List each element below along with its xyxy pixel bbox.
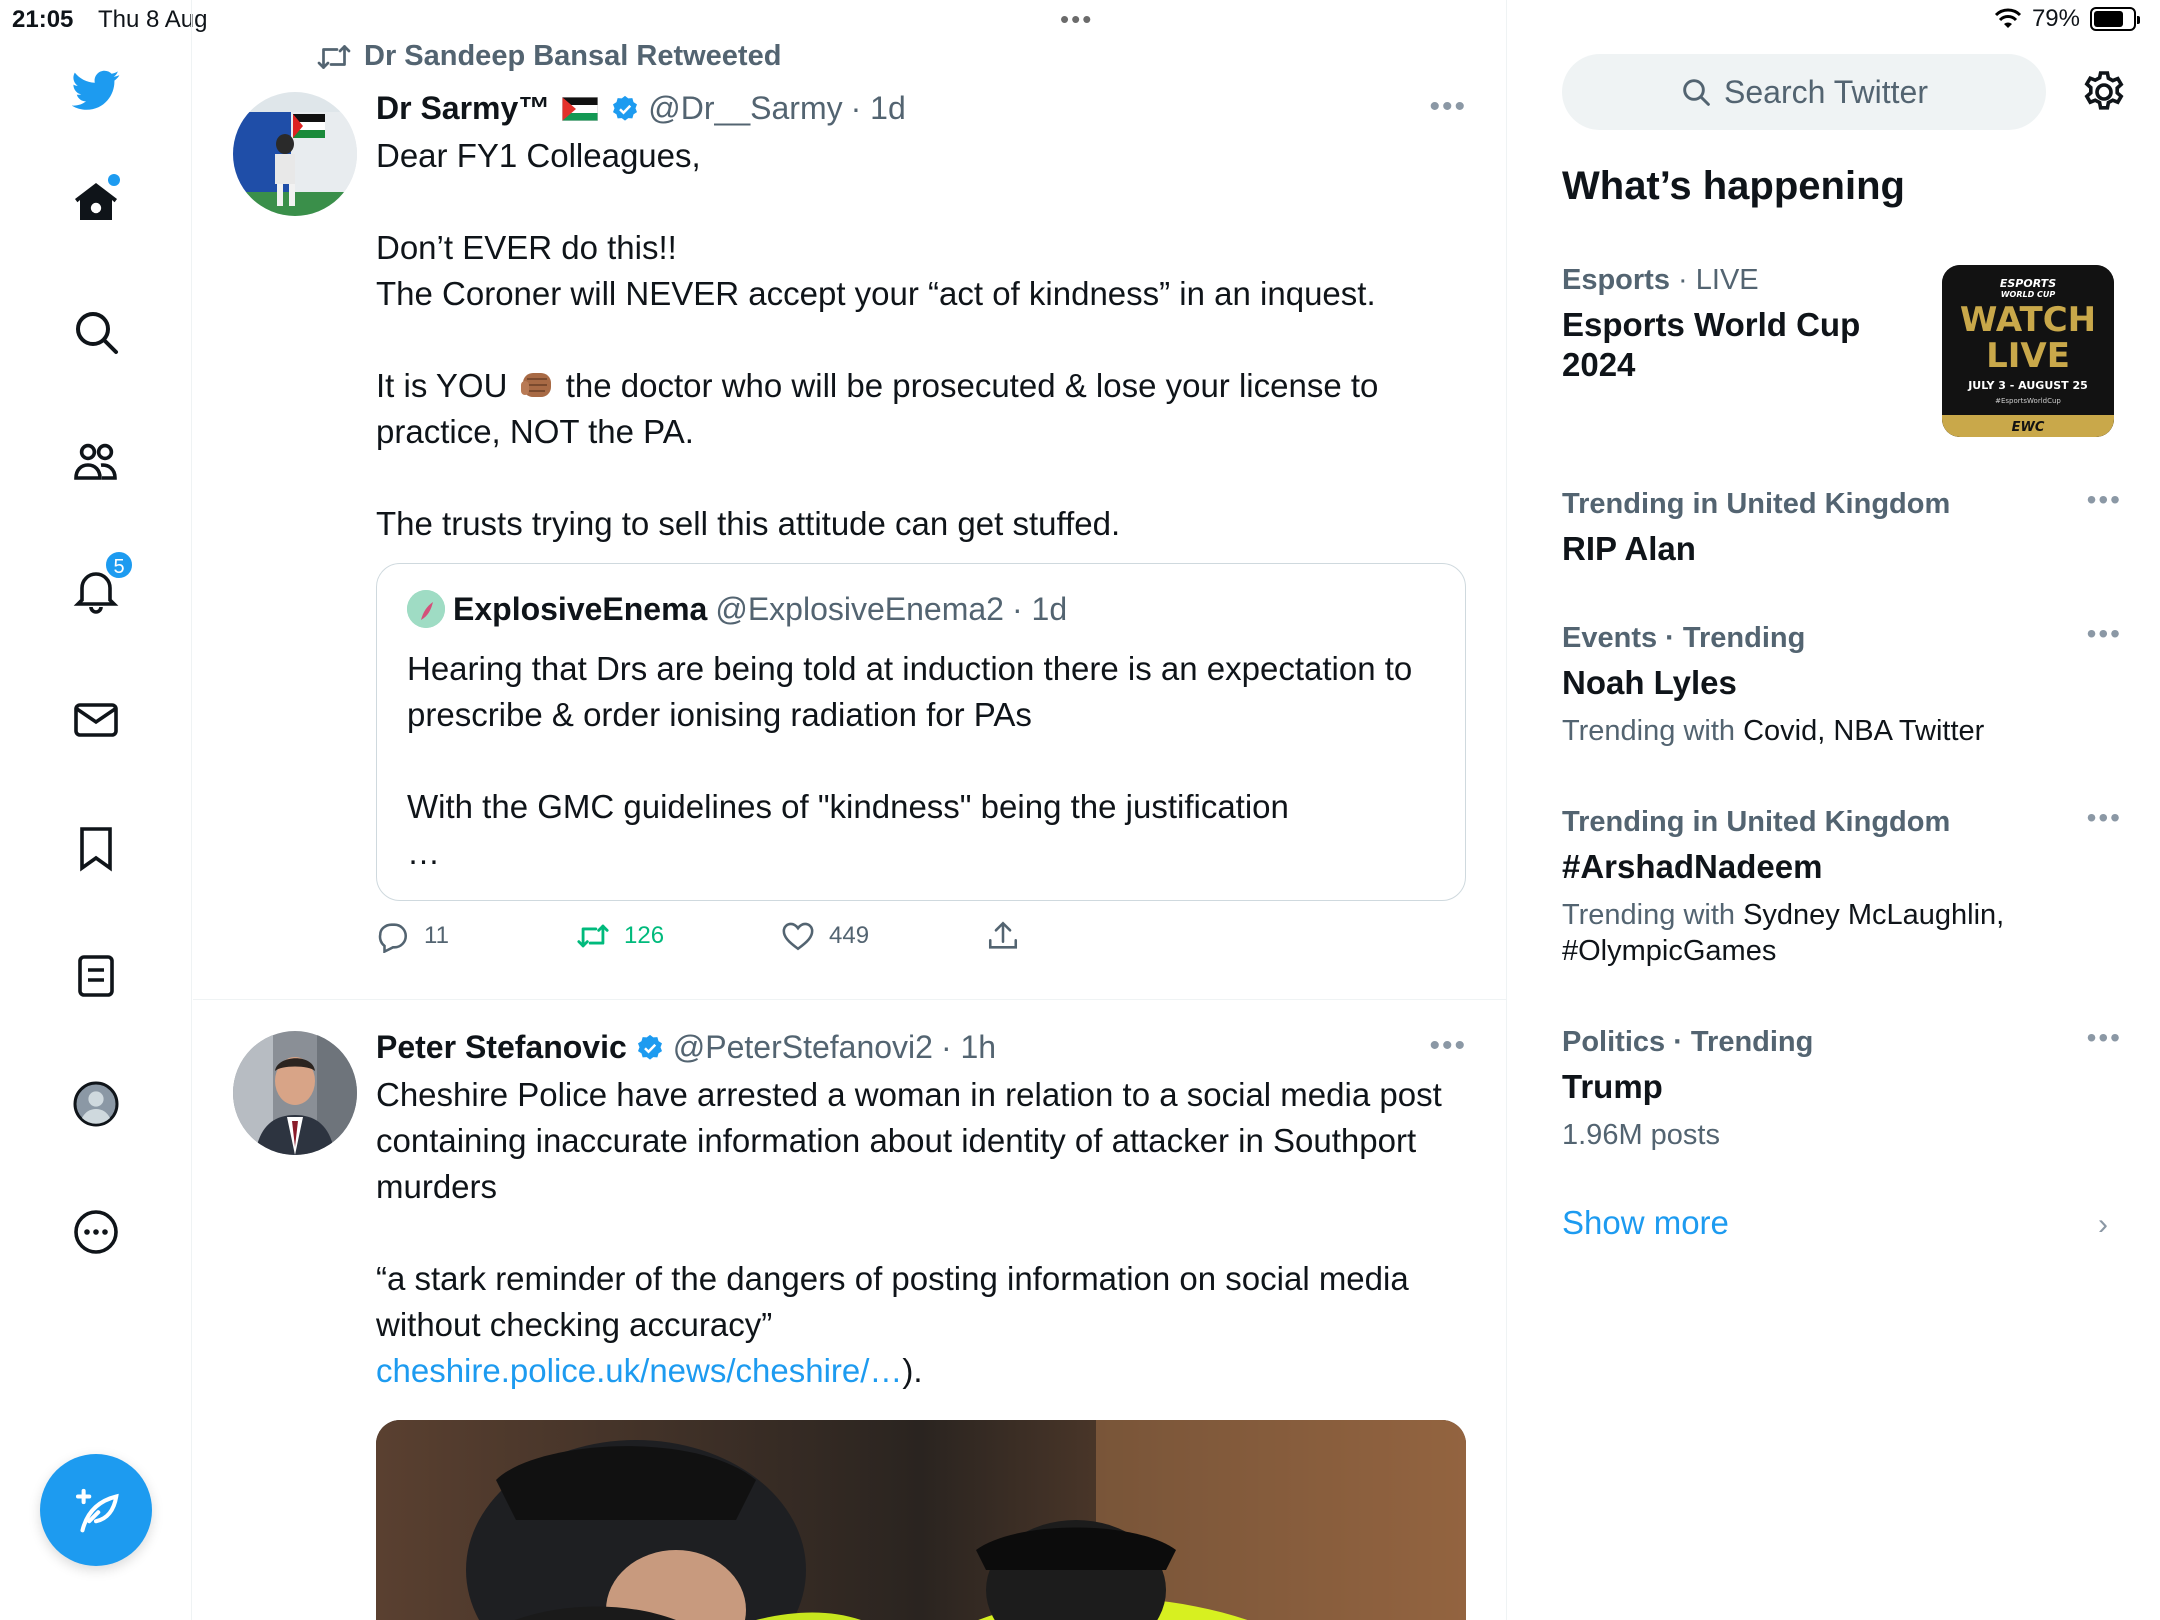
- trend-context: [1562, 713, 2122, 749]
- tweet-more-button[interactable]: •••: [1429, 1029, 1467, 1062]
- trend-context: [1562, 897, 2122, 969]
- communities-icon: [72, 438, 120, 486]
- trend-item[interactable]: [1562, 618, 2122, 749]
- nav-messages[interactable]: [52, 676, 140, 764]
- trend-category: Politics · Trending: [1562, 1026, 1814, 1058]
- link-suffix: ).: [902, 1352, 923, 1389]
- tweet[interactable]: [193, 1001, 1507, 1620]
- quote-paragraph: Hearing that Drs are being told at induction there is an expectation to prescribe & order ionising radiation for PAs: [407, 650, 1422, 733]
- author-handle[interactable]: @Dr__Sarmy: [648, 90, 843, 126]
- tweet-content: [376, 90, 1466, 953]
- reply-count: 11: [424, 922, 449, 949]
- compose-button[interactable]: [40, 1454, 152, 1566]
- trend-more-button[interactable]: •••: [2086, 1022, 2122, 1053]
- nav-communities[interactable]: [52, 418, 140, 506]
- tweet-text: [376, 133, 1466, 547]
- trend-more-button[interactable]: •••: [2086, 484, 2122, 515]
- tweet-link[interactable]: cheshire.police.uk/news/cheshire/…: [376, 1352, 903, 1389]
- trend-item[interactable]: [1562, 802, 2122, 969]
- lists-icon: [72, 952, 120, 1000]
- quote-text: [407, 646, 1435, 876]
- chevron-right-icon: ›: [2098, 1208, 2108, 1241]
- like-count: 449: [829, 922, 870, 949]
- tweet-header: [376, 1029, 1466, 1066]
- image-text: EWC: [2011, 420, 2045, 435]
- gear-icon[interactable]: [2080, 68, 2128, 116]
- trend-title: Noah Lyles: [1562, 664, 1737, 701]
- retweeted-by[interactable]: Dr Sandeep Bansal Retweeted: [364, 40, 782, 72]
- trend-item[interactable]: [1562, 484, 2122, 569]
- trend-category: [1562, 264, 1942, 297]
- image-text: #EsportsWorldCup: [1995, 397, 2061, 405]
- palestine-flag-icon: [562, 97, 598, 121]
- nav-notifications[interactable]: [52, 546, 140, 634]
- like-button[interactable]: [781, 919, 986, 953]
- tweet-media-image[interactable]: [376, 1420, 1466, 1620]
- verified-badge-icon: [610, 94, 640, 124]
- trend-context-prefix: Trending with: [1562, 899, 1736, 931]
- quote-author-handle[interactable]: @ExplosiveEnema2: [715, 590, 1004, 627]
- status-time: 21:05: [12, 6, 74, 33]
- trend-title: Esports World Cup 2024: [1562, 306, 1861, 383]
- quote-header: [407, 590, 1435, 628]
- nav-lists[interactable]: [52, 932, 140, 1020]
- trend-category-label: Esports: [1562, 264, 1670, 296]
- trend-context-prefix: Trending with: [1562, 715, 1736, 747]
- left-nav: [0, 0, 192, 1620]
- nav-bookmarks[interactable]: [52, 804, 140, 892]
- status-date: Thu 8 Aug: [98, 6, 208, 33]
- battery-percent: 79%: [2031, 5, 2080, 32]
- trend-title: RIP Alan: [1562, 530, 1696, 567]
- trend-item[interactable]: [1562, 264, 1942, 385]
- retweet-context: [316, 40, 781, 73]
- tweet-time[interactable]: · 1d: [850, 90, 906, 126]
- trend-item[interactable]: [1562, 1022, 2122, 1153]
- trend-context-value: Covid, NBA Twitter: [1743, 715, 1985, 747]
- tweet-text: [376, 1072, 1466, 1394]
- retweet-icon: [576, 919, 610, 953]
- tweet-paragraph: It is YOU: [376, 367, 508, 404]
- image-text: JULY 3 - AUGUST 25: [1968, 379, 2088, 392]
- whats-happening-title: What’s happening: [1562, 164, 1905, 208]
- multitasking-dots[interactable]: •••: [1060, 4, 1094, 34]
- avatar[interactable]: [233, 1031, 357, 1155]
- author-name[interactable]: Peter Stefanovic: [376, 1029, 627, 1065]
- avatar[interactable]: [233, 92, 357, 216]
- trend-post-count: 1.96M posts: [1562, 1119, 1720, 1151]
- notifications-badge: 5: [104, 550, 134, 580]
- retweet-count: 126: [624, 922, 665, 949]
- tweet-paragraph: the doctor who will be prosecuted & lose your license to practice, NOT the PA.: [376, 367, 1388, 450]
- image-text: LIVE: [1986, 336, 2070, 376]
- tweet-paragraph: “a stark reminder of the dangers of posting information on social media without checking accuracy”: [376, 1260, 1418, 1343]
- reply-icon: [376, 919, 410, 953]
- tweet[interactable]: [193, 30, 1507, 1000]
- nav-explore[interactable]: [52, 288, 140, 376]
- trend-title: Trump: [1562, 1068, 1663, 1105]
- retweet-button[interactable]: [576, 919, 781, 953]
- trend-more-button[interactable]: •••: [2086, 802, 2122, 833]
- heart-icon: [781, 919, 815, 953]
- nav-more[interactable]: [52, 1188, 140, 1276]
- quote-paragraph: With the GMC guidelines of "kindness" being the justification …: [407, 788, 1289, 871]
- author-handle[interactable]: @PeterStefanovi2: [672, 1029, 933, 1065]
- trend-category: Trending in United Kingdom: [1562, 806, 1951, 838]
- tweet-time[interactable]: · 1h: [940, 1029, 997, 1065]
- image-text: WATCH: [1959, 300, 2097, 340]
- home-unread-dot: [108, 174, 120, 186]
- show-more-link[interactable]: Show more: [1562, 1204, 1729, 1241]
- trend-category: Trending in United Kingdom: [1562, 488, 1951, 520]
- tweet-paragraph: Don’t EVER do this!! The Coroner will NEVER accept your “act of kindness” in an inquest.: [376, 229, 1376, 312]
- search-icon: [72, 308, 120, 356]
- quote-time[interactable]: · 1d: [1011, 590, 1068, 627]
- tweet-header: [376, 90, 1466, 127]
- profile-icon: [72, 1080, 120, 1128]
- trend-more-button[interactable]: •••: [2086, 618, 2122, 649]
- verified-badge-icon: [635, 1033, 665, 1063]
- messages-icon: [72, 696, 120, 744]
- compose-icon: [69, 1483, 123, 1537]
- bookmarks-icon: [72, 824, 120, 872]
- tweet-actions: [376, 919, 1466, 953]
- reply-button[interactable]: [376, 919, 576, 953]
- search-placeholder: Search Twitter: [1724, 73, 1928, 110]
- quote-author-name[interactable]: ExplosiveEnema: [453, 590, 708, 627]
- nav-profile[interactable]: [52, 1060, 140, 1148]
- trend-live-label: · LIVE: [1678, 264, 1759, 296]
- tweet-paragraph: Dear FY1 Colleagues,: [376, 137, 701, 174]
- trend-title: #ArshadNadeem: [1562, 848, 1823, 885]
- tweet-paragraph: The trusts trying to sell this attitude can get stuffed.: [376, 505, 1121, 542]
- raised-fist-emoji-icon: [517, 369, 557, 403]
- trend-category: Events · Trending: [1562, 622, 1806, 654]
- retweet-icon: [316, 42, 352, 72]
- author-name[interactable]: Dr Sarmy™: [376, 90, 551, 126]
- search-icon: [1680, 76, 1712, 108]
- tweet-more-button[interactable]: •••: [1429, 90, 1467, 123]
- tweet-content: [376, 1029, 1466, 1620]
- quote-avatar[interactable]: [407, 590, 445, 628]
- share-button[interactable]: [986, 919, 1020, 953]
- twitter-logo-icon[interactable]: [52, 46, 140, 134]
- more-icon: [72, 1208, 120, 1256]
- esports-world-cup-image[interactable]: [1942, 265, 2114, 437]
- nav-home[interactable]: [52, 158, 140, 246]
- right-sidebar: [1508, 0, 2160, 1620]
- tweet-paragraph: Cheshire Police have arrested a woman in relation to a social media post containing inaccurate information about identity of attacker in Southport murders: [376, 1076, 1451, 1205]
- quoted-tweet[interactable]: [376, 563, 1466, 901]
- trend-context-value: Sydney McLaughlin, #OlympicGames: [1562, 899, 2005, 967]
- search-input[interactable]: [1562, 54, 2046, 130]
- image-text: ESPORTS: [1999, 277, 2057, 290]
- share-icon: [986, 919, 1020, 953]
- image-text: WORLD CUP: [2000, 290, 2056, 299]
- timeline[interactable]: [193, 0, 1507, 1620]
